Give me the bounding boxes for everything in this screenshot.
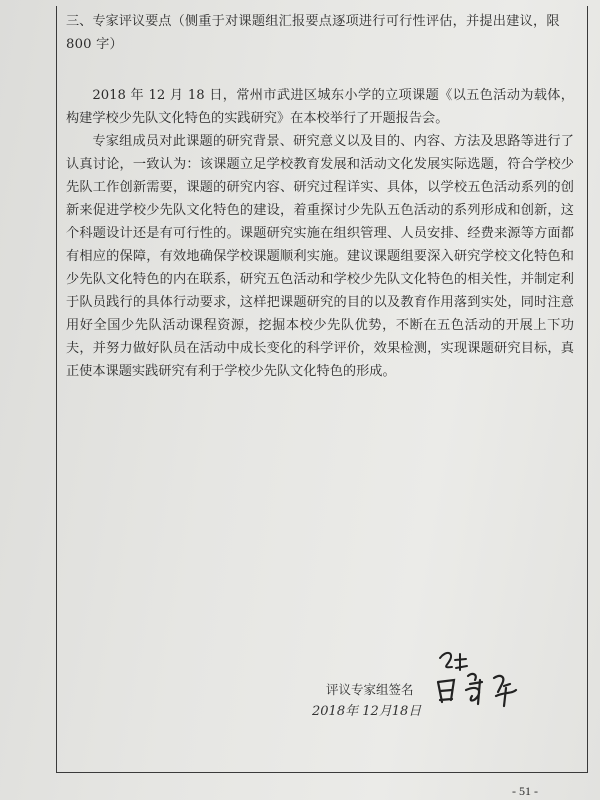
handwritten-signature <box>420 640 530 710</box>
section-title: 三、专家评议要点 <box>66 14 172 29</box>
signature-label: 评议专家组签名 <box>326 682 414 697</box>
section-hint: （侧重于对课题组汇报要点逐项进行可行性评估，并提出建议，限 800 字） <box>66 14 560 52</box>
signature-date: 2018年 12月18日 <box>312 704 422 719</box>
paragraph: 2018 年 12 月 18 日，常州市武进区城东小学的立项课题《以五色活动为载体，构建学校少先队文化特色的实践研究》在本校举行了开题报告会。 <box>66 88 574 126</box>
page-number: - 51 - <box>512 784 538 798</box>
paragraph: 专家组成员对此课题的研究背景、研究意义以及目的、内容、方法及思路等进行了认真讨论，一致认为：该课题立足学校教育发展和活动文化发展实际选题，符合学校少先队工作创新需要，课题的研究内容、研究过程详实、具体，以学校五色活动系列的创新来促进学校少先队文化特色的建设，着重探讨少先队五色活动的系列形成和创新，这个科题设计还是有可行性的。课题研究实施在组织管理、人员安排、经费来源等方面都有相应的保障，有效地确保学校课题顺利实施。建议课题组要深入研究学校文化特色和少先队文化特色的内在联系，研究五色活动和学校少先队文化特色的相关性，并制定利于队员践行的具体行动要求，这样把课题研究的目的以及教育作用落到实处，同时注意用好全国少先队活动课程资源，挖掘本校少先队优势，不断在五色活动的开展上下功夫，并努力做好队员在活动中成长变化的科学评价，效果检测，实现课题研究目标，真正使本课题实践研究有利于学校少先队文化特色的形成。 <box>66 134 574 379</box>
review-body <box>66 84 574 383</box>
section-heading <box>66 10 576 56</box>
